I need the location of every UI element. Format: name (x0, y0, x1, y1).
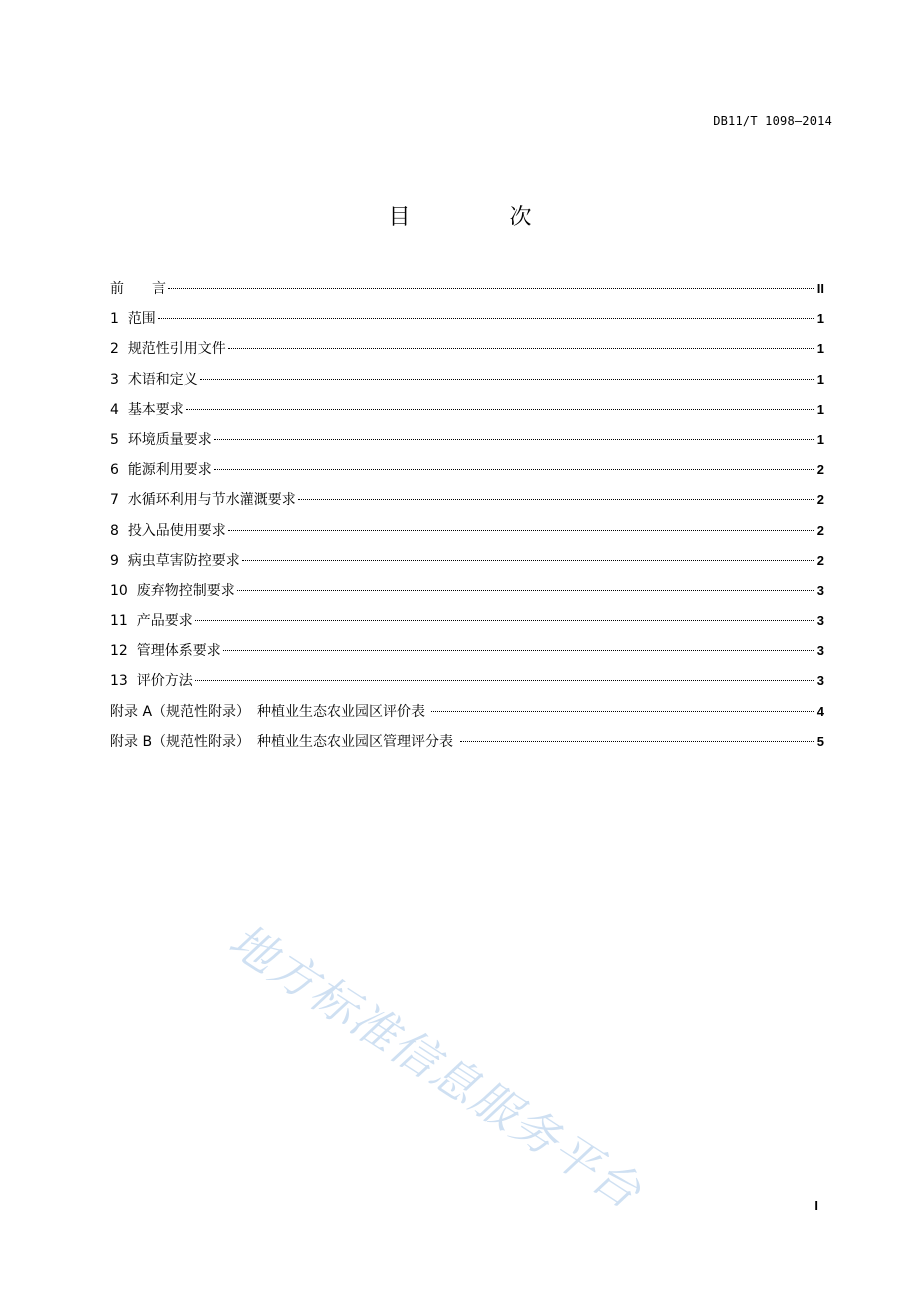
toc-item-label: 废弃物控制要求 (136, 582, 235, 599)
toc-leader-dots (200, 379, 814, 380)
toc-item-number: 8 (110, 522, 128, 539)
toc-item-number: 11 (110, 613, 137, 630)
toc-item-label: 水循环利用与节水灌溉要求 (127, 492, 296, 509)
toc-item-label: 基本要求 (127, 401, 184, 418)
toc-item-appendix[interactable] (110, 702, 824, 732)
toc-item[interactable] (110, 309, 824, 339)
toc-leader-dots (228, 530, 814, 531)
toc-item-label: 产品要求 (136, 613, 193, 630)
toc-leader-dots (214, 439, 814, 440)
toc-item-number: 4 (110, 401, 128, 418)
toc-leader-dots (298, 499, 814, 500)
toc-item-page: 1 (816, 341, 824, 357)
toc-item-number: 6 (110, 462, 128, 479)
toc-leader-dots (431, 711, 814, 712)
toc-leader-dots (223, 650, 814, 651)
toc-item-number: 9 (110, 552, 128, 569)
toc-item-number: 3 (110, 371, 128, 388)
toc-item-page: II (816, 281, 824, 296)
toc-leader-dots (168, 288, 814, 289)
toc-item-page: 3 (816, 643, 824, 659)
toc-item-page: 1 (816, 401, 824, 417)
toc-item[interactable] (110, 581, 824, 611)
toc-item[interactable] (110, 490, 824, 520)
document-code: DB11/T 1098—2014 (713, 114, 832, 128)
toc-item[interactable] (110, 671, 824, 701)
toc-item-page: 1 (816, 311, 824, 327)
toc-item-number: 10 (110, 582, 137, 599)
toc-item-label: 范围 (127, 311, 156, 328)
toc-item-label: 术语和定义 (127, 371, 198, 388)
toc-item-number: 13 (110, 673, 137, 690)
toc-leader-dots (158, 318, 814, 319)
toc-item-label: 前 言 (110, 281, 166, 297)
toc-item-page: 3 (816, 613, 824, 629)
toc-list (110, 279, 824, 762)
toc-item[interactable] (110, 460, 824, 490)
toc-item-label: 能源利用要求 (127, 462, 212, 479)
toc-item-label: 附录 B（规范性附录） 种植业生态农业园区管理评分表 (110, 733, 458, 750)
toc-item-page: 3 (816, 673, 824, 689)
toc-leader-dots (186, 409, 814, 410)
toc-item[interactable] (110, 400, 824, 430)
toc-item-label: 规范性引用文件 (127, 341, 226, 358)
toc-item[interactable] (110, 551, 824, 581)
toc-item-label: 环境质量要求 (127, 431, 212, 448)
page-number: I (814, 1198, 818, 1213)
toc-item[interactable] (110, 339, 824, 369)
toc-item-page: 2 (816, 552, 824, 568)
toc-item-page: 4 (816, 703, 824, 719)
toc-leader-dots (195, 620, 814, 621)
toc-item-number: 7 (110, 492, 128, 509)
toc-leader-dots (195, 680, 814, 681)
toc-item-appendix[interactable] (110, 732, 824, 762)
toc-item-page: 3 (816, 582, 824, 598)
toc-item[interactable] (110, 430, 824, 460)
toc-item-page: 2 (816, 462, 824, 478)
toc-item-number: 12 (110, 643, 137, 660)
toc-leader-dots (460, 741, 814, 742)
toc-item-label: 评价方法 (136, 673, 193, 690)
toc-item[interactable] (110, 611, 824, 641)
toc-leader-dots (228, 348, 814, 349)
toc-item-page: 2 (816, 522, 824, 538)
toc-item-number: 2 (110, 341, 128, 358)
toc-item-page: 5 (816, 733, 824, 749)
toc-item-number: 1 (110, 311, 128, 328)
toc-item[interactable] (110, 370, 824, 400)
toc-item-label: 附录 A（规范性附录） 种植业生态农业园区评价表 (110, 703, 430, 720)
toc-item[interactable] (110, 279, 824, 309)
toc-item[interactable] (110, 641, 824, 671)
toc-leader-dots (242, 560, 814, 561)
toc-item-number: 5 (110, 431, 128, 448)
toc-item-page: 2 (816, 492, 824, 508)
toc-item[interactable] (110, 521, 824, 551)
toc-item-page: 1 (816, 371, 824, 387)
toc-item-page: 1 (816, 431, 824, 447)
toc-item-label: 管理体系要求 (136, 643, 221, 660)
toc-item-label: 病虫草害防控要求 (127, 552, 240, 569)
toc-item-label: 投入品使用要求 (127, 522, 226, 539)
toc-title: 目 次 (388, 205, 578, 230)
toc-leader-dots (237, 590, 814, 591)
watermark: 地方标准信息服务平台 (219, 912, 652, 1220)
toc-leader-dots (214, 469, 814, 470)
